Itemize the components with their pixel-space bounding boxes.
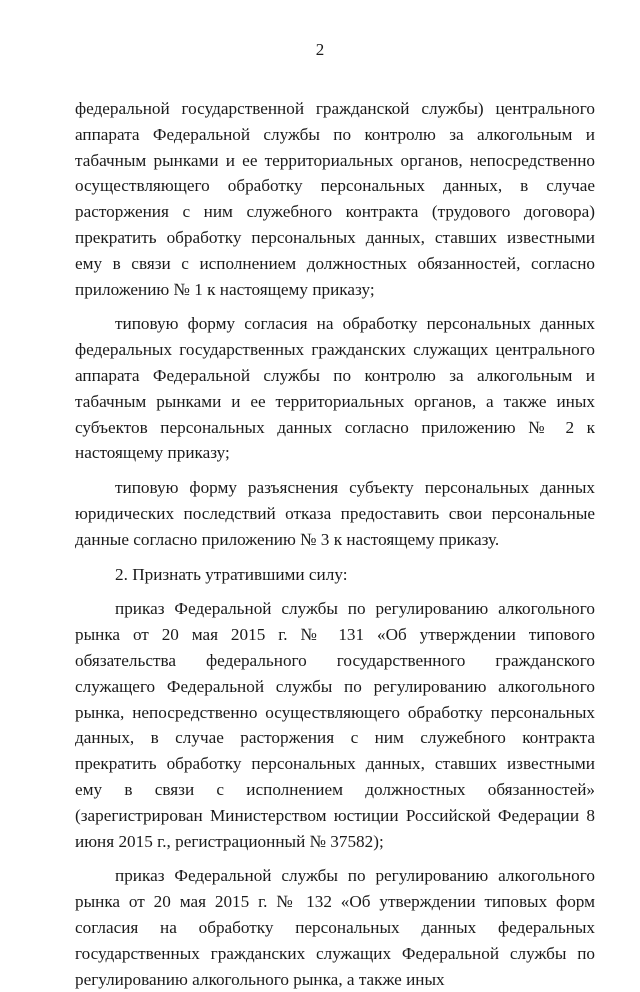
paragraph-explanation-form: типовую форму разъяснения субъекту персональных данных юридических последствий отказа предоставить свои персональные данные согласно приложению № 3 к настоящему приказу.	[75, 478, 595, 549]
paragraph-obligation-continuation: федеральной государственной гражданской службы) центрального аппарата Федеральной службы по контролю за алкогольным и табачным рынками и ее территориальных органов, непосредственно осуществляющего обработку персональных данных, в случае расторжения с ним служебного контракта (трудового договора) прекратить обработку персональных данных, ставших известными ему в связи с исполнением должностных обязанностей, согласно приложению № 1 к настоящему приказу;	[75, 99, 595, 299]
paragraph-repealed-order-131: приказ Федеральной службы по регулированию алкогольного рынка от 20 мая 2015 г. № 131 «Об утверждении типового обязательства федерального государственного гражданского служащего Федеральной службы по регулированию алкогольного рынка, непосредственно осуществляющего обработку персональных данных, в случае расторжения с ним служебного контракта прекратить обработку персональных данных, ставших известными ему в связи с исполнением должностных обязанностей» (зарегистрирован Министерством юстиции Российской Федерации 8 июня 2015 г., регистрационный № 37582);	[75, 599, 595, 851]
page-number: 2	[315, 40, 325, 59]
paragraph-repealed-order-132: приказ Федеральной службы по регулированию алкогольного рынка от 20 мая 2015 г. № 132 «Об утверждении типовых форм согласия на обработку персональных данных федеральных государственных гражданских служащих Федеральной службы по регулированию алкогольного рынка, а также иных	[75, 866, 595, 989]
document-body	[75, 96, 595, 992]
paragraph-repeal-heading: 2. Признать утратившими силу:	[115, 564, 348, 584]
paragraph-consent-form: типовую форму согласия на обработку персональных данных федеральных государственных гражданских служащих центрального аппарата Федеральной службы по контролю за алкогольным и табачным рынками и ее территориальных органов, а также иных субъектов персональных данных согласно приложению № 2 к настоящему приказу;	[75, 314, 595, 463]
